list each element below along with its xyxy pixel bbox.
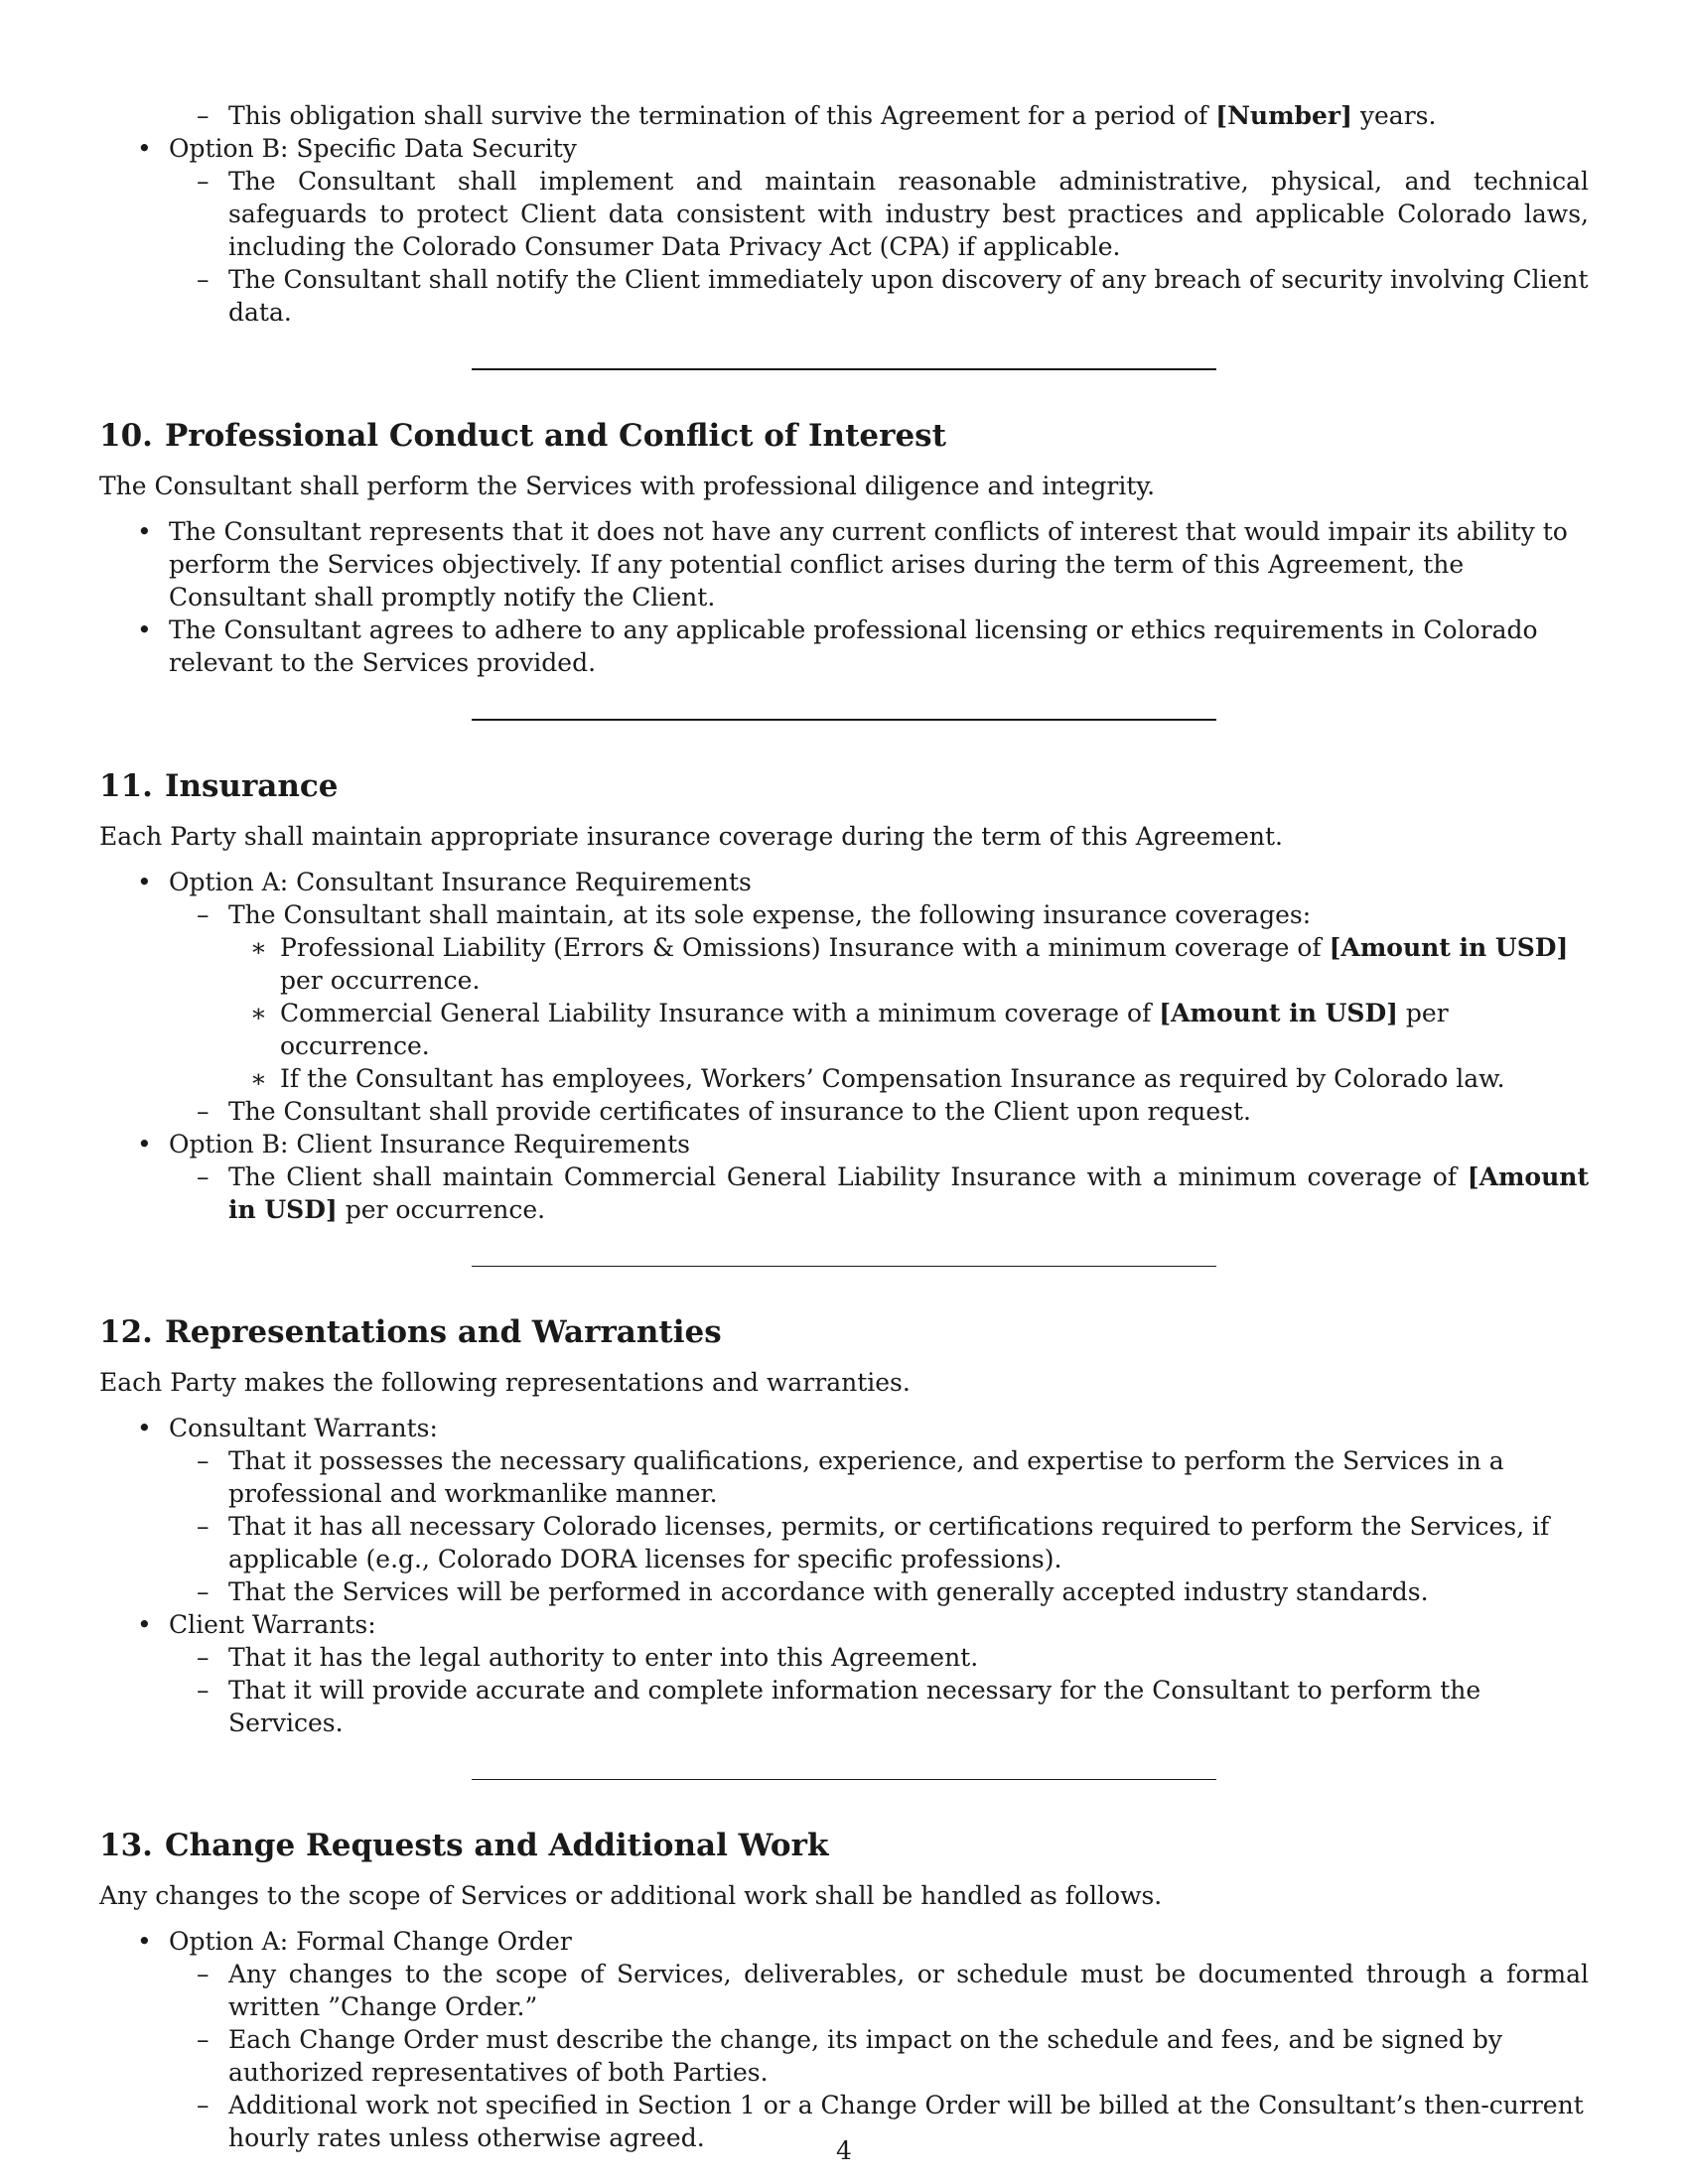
list-item: • Client Warrants: — [137, 1610, 376, 1639]
section-divider — [472, 368, 1216, 370]
continuation-list — [99, 99, 1589, 329]
section-11-list — [99, 866, 1589, 1226]
section-divider — [472, 1779, 1216, 1780]
list-item: – That it has the legal authority to enter into this Agreement. — [197, 1643, 979, 1672]
list-item: – This obligation shall survive the termination of this Agreement for a period of [Number] years. — [197, 101, 1437, 130]
list-item: • Option A: Consultant Insurance Requirements — [137, 868, 752, 896]
section-heading-11: 11. Insurance — [99, 768, 339, 804]
list-item: – Additional work not specified in Section 1 or a Change Order will be billed at the Consultant’s then-current hourly rates unless otherwise agreed. — [197, 2091, 1584, 2152]
list-item: – Any changes to the scope of Services, deliverables, or schedule must be documented through a formal written ”Change Order.” — [197, 1960, 1589, 2021]
list-item: ∗ Commercial General Liability Insurance with a minimum coverage of [Amount in USD] per occurrence. — [250, 999, 1449, 1060]
section-intro: Any changes to the scope of Services or additional work shall be handled as follows. — [99, 1881, 1163, 1910]
list-item: – That it has all necessary Colorado licenses, permits, or certifications required to perform the Services, if applicable (e.g., Colorado DORA licenses for specific professions). — [197, 1512, 1550, 1573]
list-item: – The Consultant shall implement and maintain reasonable administrative, physical, and technical safeguards to protect Client data consistent with industry best practices and applicable Colorado laws, including the Colorado Consumer Data Privacy Act (CPA) if applicable. — [197, 167, 1589, 261]
list-item: – That it possesses the necessary qualifications, experience, and expertise to perform the Services in a professional and workmanlike manner. — [197, 1446, 1504, 1508]
section-divider — [472, 1266, 1216, 1267]
section-intro: Each Party shall maintain appropriate insurance coverage during the term of this Agreement. — [99, 822, 1284, 851]
section-intro: Each Party makes the following representations and warranties. — [99, 1368, 911, 1397]
section-heading-13: 13. Change Requests and Additional Work — [99, 1828, 829, 1863]
document-page — [99, 99, 1589, 2154]
list-item: – The Consultant shall maintain, at its sole expense, the following insurance coverages: — [197, 900, 1312, 929]
list-item: • Option B: Specific Data Security — [137, 134, 577, 163]
section-heading-10: 10. Professional Conduct and Conflict of Interest — [99, 418, 946, 454]
section-13-list — [99, 1925, 1589, 2154]
list-item: • The Consultant agrees to adhere to any applicable professional licensing or ethics requirements in Colorado relevant to the Services provided. — [137, 615, 1538, 677]
list-item: ∗ Professional Liability (Errors & Omissions) Insurance with a minimum coverage of [Amount in USD] per occurrence. — [250, 933, 1569, 995]
list-item: • The Consultant represents that it does not have any current conflicts of interest that would impair its ability to perform the Services objectively. If any potential conflict arises during the term of this Agreement, the Consultant shall promptly notify the Client. — [137, 517, 1568, 612]
list-item: – Each Change Order must describe the change, its impact on the schedule and fees, and be signed by authorized representatives of both Parties. — [197, 2025, 1502, 2087]
page-number: 4 — [836, 2136, 852, 2165]
list-item: – That the Services will be performed in accordance with generally accepted industry standards. — [197, 1577, 1429, 1606]
list-item: – The Consultant shall provide certificates of insurance to the Client upon request. — [197, 1097, 1251, 1126]
section-divider — [472, 719, 1216, 721]
section-intro: The Consultant shall perform the Services with professional diligence and integrity. — [99, 472, 1156, 500]
list-item: – The Consultant shall notify the Client immediately upon discovery of any breach of security involving Client data. — [197, 265, 1589, 327]
list-item: – That it will provide accurate and complete information necessary for the Consultant to perform the Services. — [197, 1676, 1481, 1737]
list-item: ∗ If the Consultant has employees, Workers’ Compensation Insurance as required by Colorado law. — [250, 1064, 1505, 1093]
section-10-list — [99, 515, 1589, 679]
section-12-list — [99, 1412, 1589, 1739]
list-item: – The Client shall maintain Commercial General Liability Insurance with a minimum coverage of [Amount in USD] per occurrence. — [197, 1162, 1589, 1224]
list-item: • Option B: Client Insurance Requirements — [137, 1130, 690, 1159]
list-item: • Option A: Formal Change Order — [137, 1927, 572, 1956]
section-heading-12: 12. Representations and Warranties — [99, 1314, 722, 1350]
list-item: • Consultant Warrants: — [137, 1414, 438, 1442]
